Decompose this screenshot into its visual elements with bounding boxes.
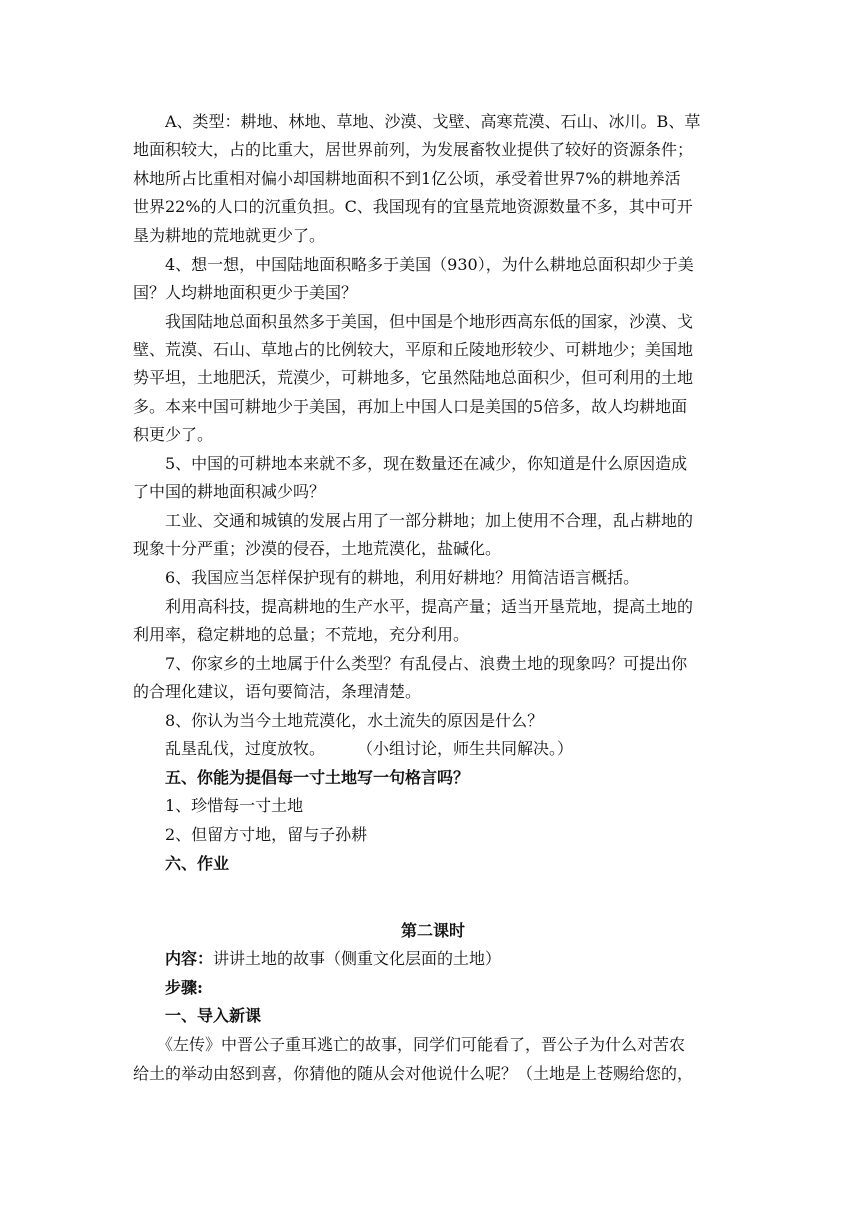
question-line: 6、我国应当怎样保护现有的耕地，利用好耕地？用简洁语言概括。 bbox=[133, 568, 640, 587]
paragraph-line: 给土的举动由怒到喜，你猜他的随从会对他说什么呢？（土地是上苍赐给您的， bbox=[133, 1064, 694, 1083]
lesson-title: 第二课时 bbox=[400, 921, 465, 940]
answer-line: 壁、荒漠、石山、草地占的比例较大，平原和丘陵地形较少、可耕地少；美国地 bbox=[133, 340, 694, 359]
list-item: 1、珍惜每一寸土地 bbox=[133, 796, 304, 815]
question-line: 7、你家乡的土地属于什么类型？有乱侵占、浪费土地的现象吗？可提出你 bbox=[133, 654, 688, 673]
question-line: 5、中国的可耕地本来就不多，现在数量还在减少，你知道是什么原因造成 bbox=[133, 454, 688, 473]
question-line: 8、你认为当今土地荒漠化，水土流失的原因是什么？ bbox=[133, 711, 544, 730]
answer-line: 利用高科技，提高耕地的生产水平，提高产量；适当开垦荒地，提高土地的 bbox=[133, 597, 694, 616]
content-line bbox=[133, 948, 733, 970]
question-line: 的合理化建议，语句要简洁，条理清楚。 bbox=[133, 682, 422, 701]
section-heading: 五、你能为提倡每一寸土地写一句格言吗？ bbox=[133, 768, 470, 787]
answer-line: 多。本来中国可耕地少于美国，再加上中国人口是美国的5倍多，故人均耕地面 bbox=[133, 397, 688, 416]
question-line: 4、想一想，中国陆地面积略多于美国（930），为什么耕地总面积却少于美 bbox=[133, 255, 694, 274]
paragraph-line: 《左传》中晋公子重耳逃亡的故事，同学们可能看了，晋公子为什么对苦农 bbox=[133, 1035, 686, 1054]
question-line: 了中国的耕地面积减少吗？ bbox=[133, 482, 326, 501]
question-line: 国？人均耕地面积更少于美国？ bbox=[133, 283, 358, 302]
steps-label: 步骤: bbox=[133, 978, 203, 997]
section-heading: 六、作业 bbox=[133, 854, 230, 873]
section-heading: 一、导入新课 bbox=[133, 1006, 262, 1025]
list-item: 2、但留方寸地，留与子孙耕 bbox=[133, 825, 368, 844]
paragraph-line: 世界22%的人口的沉重负担。C、我国现有的宜垦荒地资源数量不多，其中可开 bbox=[133, 197, 693, 216]
answer-line: 我国陆地总面积虽然多于美国，但中国是个地形西高东低的国家，沙漠、戈 bbox=[133, 312, 694, 331]
answer-line: 势平坦，土地肥沃，荒漠少，可耕地多，它虽然陆地总面积少，但可利用的土地 bbox=[133, 368, 694, 387]
answer-line: 积更少了。 bbox=[133, 425, 214, 444]
content-text: 讲讲土地的故事（侧重文化层面的土地） bbox=[213, 949, 502, 968]
paragraph-line: 林地所占比重相对偏小却国耕地面积不到1亿公顷，承受着世界7%的耕地养活 bbox=[133, 169, 681, 188]
answer-line: 利用率，稳定耕地的总量；不荒地，充分利用。 bbox=[133, 625, 470, 644]
answer-line: 乱垦乱伐，过度放牧。 （小组讨论，师生共同解决。） bbox=[133, 739, 574, 758]
paragraph-line: 垦为耕地的荒地就更少了。 bbox=[133, 226, 326, 245]
content-label: 内容： bbox=[133, 949, 214, 968]
paragraph-line: 地面积较大，占的比重大，居世界前列，为发展畜牧业提供了较好的资源条件； bbox=[133, 140, 694, 159]
answer-line: 现象十分严重；沙漠的侵吞，土地荒漠化，盐碱化。 bbox=[133, 539, 502, 558]
answer-line: 工业、交通和城镇的发展占用了一部分耕地；加上使用不合理，乱占耕地的 bbox=[133, 511, 694, 530]
paragraph-line: A、类型：耕地、林地、草地、沙漠、戈壁、高寒荒漠、石山、冰川。B、草 bbox=[133, 112, 701, 131]
